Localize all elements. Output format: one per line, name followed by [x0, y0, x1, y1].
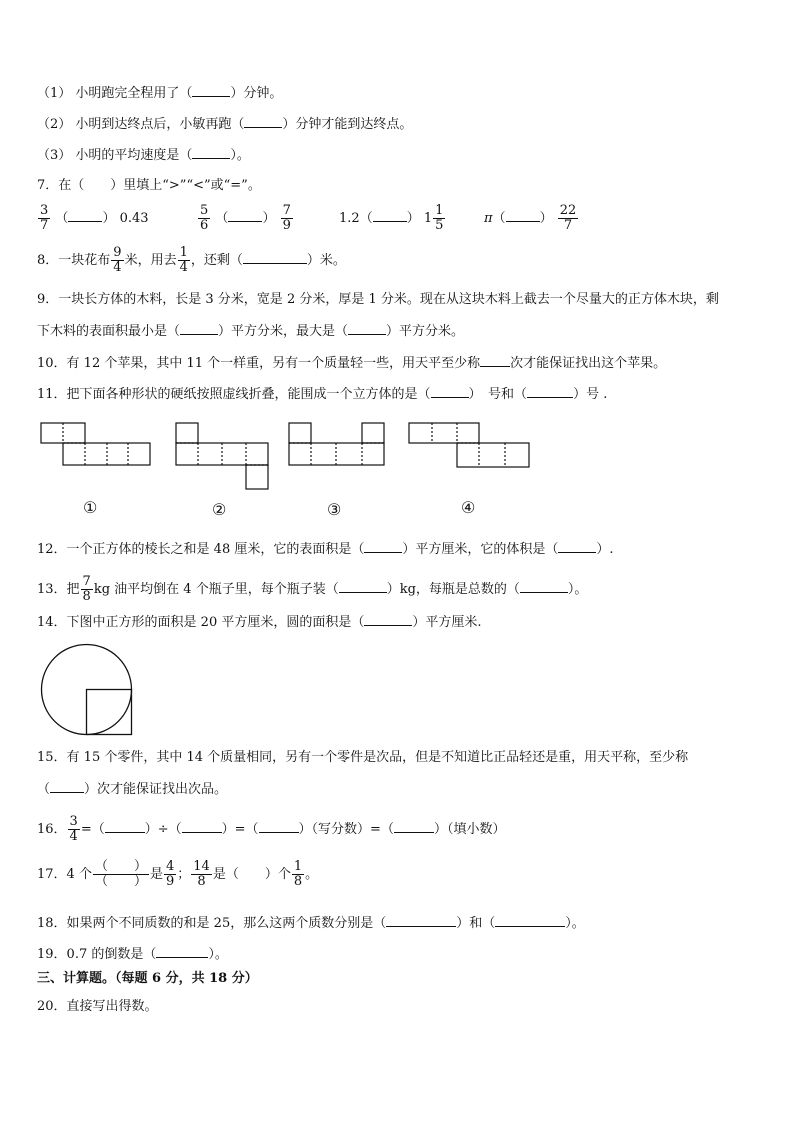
q11: 11．把下面各种形状的硬纸按照虚线折叠，能围成一个立方体的是（ ） 号和（ ）号 .: [37, 387, 608, 402]
fraction: $\frac{14}{8}$: [193, 859, 210, 889]
net-label-2: ②: [212, 500, 227, 519]
q6-text: ）。: [230, 148, 250, 163]
fraction: $\frac{7}{9}$: [282, 203, 291, 233]
answer-blank[interactable]: [259, 820, 299, 833]
q8: 8．一块花布 $\frac{9}{4}$ 米，用去 $\frac{1}{4}$ ，还剩（ ）米。: [37, 245, 346, 275]
answer-blank[interactable]: [50, 780, 84, 793]
q9-line-2: 下木料的表面积最小是（ ）平方分米，最大是（ ）平方分米。: [37, 324, 465, 339]
section-heading: 三、计算题。（每题 6 分，共 18 分）: [37, 971, 258, 986]
answer-blank[interactable]: [394, 820, 434, 833]
answer-blank[interactable]: [364, 613, 412, 626]
q9-line-1: 9．一块长方体的木料，长是 3 分米，宽是 2 分米，厚是 1 分米。现在从这块木料上截去一个尽量大的正方体木块，剩: [37, 292, 719, 307]
fraction: $\frac{9}{4}$: [113, 245, 122, 275]
fraction: $\frac{1}{4}$: [179, 245, 188, 275]
q6-text: （1） 小明跑完全程用了（: [37, 86, 193, 101]
q20: 20．直接写出得数。: [37, 999, 158, 1014]
q7-item-3: 1.2（ ） 1 $\frac{1}{5}$: [339, 203, 444, 233]
net-label-3: ③: [327, 500, 342, 519]
q6-text: ）分钟才能到达终点。: [282, 117, 413, 132]
q18: 18．如果两个不同质数的和是 25，那么这两个质数分别是（ ）和（ ）。: [37, 916, 585, 931]
cube-net-diagrams: [0, 0, 794, 560]
fraction: $\frac{22}{7}$: [559, 203, 577, 233]
cube-net-1: [41, 423, 150, 465]
q17: 17．4 个 $\frac{( )}{( )}$ 是 $\frac{4}{9}$ ； $\frac{14}{8}$ 是（ ）个 $\frac{1}{8}$ 。: [37, 859, 319, 889]
net-label-4: ④: [461, 498, 476, 517]
fraction: $\frac{4}{9}$: [165, 859, 175, 889]
answer-blank[interactable]: [105, 820, 145, 833]
answer-blank[interactable]: [339, 580, 387, 593]
answer-blank[interactable]: [364, 540, 402, 553]
cube-net-2: [176, 423, 268, 489]
fraction: $\frac{5}{6}$: [200, 203, 209, 233]
q14: 14．下图中正方形的面积是 20 平方厘米，圆的面积是（ ）平方厘米.: [37, 615, 482, 630]
q16: 16． $\frac{3}{4}$ =（ ）÷（ ）=（ ）（写分数）=（ ）（填小数）: [37, 814, 506, 844]
fraction: $\frac{3}{7}$: [40, 203, 49, 233]
q10: 10．有 12 个苹果，其中 11 个一样重，另有一个质量轻一些，用天平至少称 次才能保证找出这个苹果。: [37, 356, 667, 371]
q15-line-1: 15．有 15 个零件，其中 14 个质量相同，另有一个零件是次品，但是不知道比正品轻还是重，用天平称，至少称: [37, 750, 689, 765]
q12: 12．一个正方体的棱长之和是 48 厘米，它的表面积是（ ）平方厘米，它的体积是（ ）.: [37, 542, 614, 557]
cube-net-3: [289, 423, 384, 465]
cube-net-4: [409, 423, 529, 467]
q15-line-2: （ ）次才能保证找出次品。: [37, 782, 228, 797]
answer-blank[interactable]: [558, 540, 596, 553]
q19: 19．0.7 的倒数是（ ）。: [37, 947, 228, 962]
fraction: $\frac{7}{8}$: [82, 574, 91, 604]
q6-text: ）分钟。: [230, 86, 283, 101]
q6-text: （2） 小明到达终点后，小敏再跑（: [37, 117, 245, 132]
answer-blank[interactable]: [182, 820, 222, 833]
q6-text: （3） 小明的平均速度是（: [37, 148, 193, 163]
fraction: $\frac{3}{4}$: [69, 814, 78, 844]
q7-item-1: $\frac{3}{7}$ （ ） 0.43: [40, 203, 149, 233]
q7-item-2: $\frac{5}{6}$ （ ） $\frac{7}{9}$: [200, 203, 291, 233]
circle-square-diagram: [40, 643, 135, 738]
answer-blank[interactable]: [156, 945, 208, 958]
q7-prompt: 7．在（ ）里填上“>”“<”或“=”。: [37, 178, 261, 193]
answer-blank[interactable]: [520, 580, 568, 593]
fraction: $\frac{1}{8}$: [293, 859, 303, 889]
q7-item-4: π（ ） $\frac{22}{7}$: [484, 203, 577, 233]
blank-fraction[interactable]: $\frac{( )}{( )}$: [94, 859, 147, 889]
net-label-1: ①: [83, 498, 98, 517]
answer-blank[interactable]: [386, 914, 456, 927]
q13: 13．把 $\frac{7}{8}$ kg 油平均倒在 4 个瓶子里，每个瓶子装（ ）kg，每瓶是总数的（ ）。: [37, 574, 588, 604]
answer-blank[interactable]: [495, 914, 565, 927]
fraction: $\frac{1}{5}$: [435, 203, 444, 233]
